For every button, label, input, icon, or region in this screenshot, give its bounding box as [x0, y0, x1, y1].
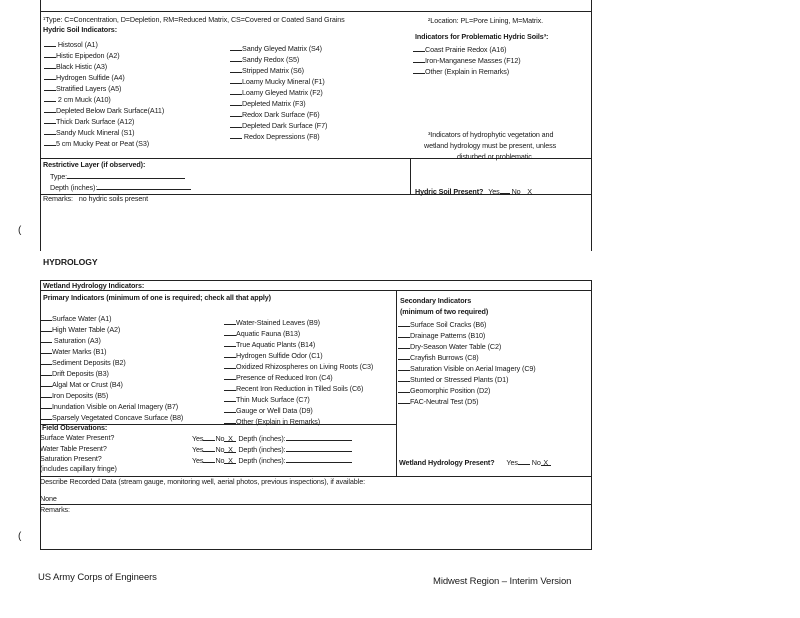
problematic-title: Indicators for Problematic Hydric Soils³:	[415, 32, 549, 41]
checkbox[interactable]	[398, 396, 410, 404]
soil-frame-right	[591, 0, 592, 251]
indicator-label: Sediment Deposits (B2)	[52, 358, 126, 367]
restrictive-type-row	[50, 171, 185, 181]
checkbox[interactable]	[40, 357, 52, 365]
indicator-label: Gauge or Well Data (D9)	[236, 406, 313, 415]
footnote-line3: disturbed or problematic.	[457, 152, 534, 161]
saturation-row	[192, 455, 352, 465]
indicator-label: Redox Depressions (F8)	[243, 132, 320, 141]
surface-water-yes[interactable]	[203, 433, 215, 441]
checkbox[interactable]	[40, 412, 52, 420]
checkbox[interactable]	[40, 335, 52, 343]
checkbox[interactable]	[413, 44, 425, 52]
depth-label: Depth (inches):	[50, 183, 98, 192]
checkbox[interactable]	[44, 61, 56, 69]
yes-label: Yes	[488, 187, 500, 196]
footnote-line2: wetland hydrology must be present, unless	[424, 141, 557, 150]
wetland-hydrology-row	[399, 457, 551, 467]
indicator-label: Sandy Redox (S5)	[242, 55, 300, 64]
no-label: No	[531, 458, 541, 467]
checkbox[interactable]	[230, 76, 242, 84]
indicator-label: Sandy Gleyed Matrix (S4)	[242, 44, 322, 53]
secondary-indicators-sub: (minimum of two required)	[400, 307, 489, 316]
indicator-label: Water-Stained Leaves (B9)	[236, 318, 320, 327]
checkbox[interactable]	[230, 120, 242, 128]
indicator-label: Stunted or Stressed Plants (D1)	[410, 375, 509, 384]
x-mark: X	[228, 434, 233, 443]
checkbox[interactable]	[224, 405, 236, 413]
hydro-rule-remarks	[40, 504, 591, 505]
indicator-label: Depleted Dark Surface (F7)	[242, 121, 328, 130]
indicator-label: Algal Mat or Crust (B4)	[52, 380, 123, 389]
checkbox[interactable]	[224, 416, 236, 424]
checkbox[interactable]	[224, 361, 236, 369]
indicator-label: Saturation (A3)	[53, 336, 101, 345]
hydro-rule-bottom	[40, 549, 591, 550]
indicator-label: Drift Deposits (B3)	[52, 369, 109, 378]
checkbox[interactable]	[230, 54, 242, 62]
restrictive-depth-row	[50, 182, 191, 192]
indicator-label: Surface Water (A1)	[52, 314, 112, 323]
x-mark: X	[228, 456, 233, 465]
indicator-label: FAC-Neutral Test (D5)	[410, 397, 479, 406]
checkbox[interactable]	[230, 109, 242, 117]
checkbox[interactable]	[224, 339, 236, 347]
indicator-label: Geomorphic Position (D2)	[410, 386, 491, 395]
hydric-yes-input[interactable]	[500, 186, 510, 194]
checkbox[interactable]	[230, 43, 242, 51]
indicator-label: Coast Prairie Redox (A16)	[425, 45, 507, 54]
indicator-label: 2 cm Muck (A10)	[57, 95, 111, 104]
restrictive-layer-label: Restrictive Layer (if observed):	[43, 160, 146, 169]
indicator-label: Stratified Layers (A5)	[56, 84, 122, 93]
checkbox[interactable]	[230, 131, 242, 139]
indicator-label: Loamy Mucky Mineral (F1)	[242, 77, 325, 86]
footer-version: Midwest Region – Interim Version	[433, 576, 572, 587]
footnote-line1: ³Indicators of hydrophytic vegetation and	[428, 130, 554, 139]
indicator-label: Presence of Reduced Iron (C4)	[236, 373, 333, 382]
indicator-label: Depleted Below Dark Surface(A11)	[56, 106, 165, 115]
checkbox[interactable]	[44, 138, 56, 146]
indicator-label: Histosol (A1)	[57, 40, 98, 49]
checkbox[interactable]	[40, 313, 52, 321]
yes-label: Yes	[192, 456, 204, 465]
water-table-yes[interactable]	[203, 444, 215, 452]
indicator-label: True Aquatic Plants (B14)	[236, 340, 316, 349]
depth-label: Depth (inches):	[238, 434, 286, 443]
checkbox[interactable]	[40, 324, 52, 332]
x-mark: X	[527, 187, 532, 196]
checkbox[interactable]	[44, 72, 56, 80]
restrictive-depth-input[interactable]	[97, 182, 191, 190]
soil-rule-top	[40, 11, 591, 12]
checkbox[interactable]	[40, 346, 52, 354]
hydro-divider-secondary	[396, 290, 397, 476]
soil-frame-left	[40, 0, 41, 251]
checkbox[interactable]	[230, 98, 242, 106]
soil-divider-present	[410, 158, 411, 194]
hydrology-title: HYDROLOGY	[43, 257, 98, 267]
surface-water-depth[interactable]	[286, 433, 352, 441]
checkbox[interactable]	[398, 363, 410, 371]
water-table-depth[interactable]	[286, 444, 352, 452]
checkbox[interactable]	[230, 65, 242, 73]
indicator-label: Inundation Visible on Aerial Imagery (B7)	[52, 402, 179, 411]
indicator-label: Redox Dark Surface (F6)	[242, 110, 320, 119]
indicator-label: Water Marks (B1)	[52, 347, 107, 356]
indicator-label: Aquatic Fauna (B13)	[236, 329, 301, 338]
wetland-hydrology-no[interactable]	[541, 458, 551, 466]
no-label: No	[215, 434, 225, 443]
no-label: No	[215, 456, 225, 465]
checkbox[interactable]	[44, 105, 56, 113]
checkbox[interactable]	[398, 385, 410, 393]
checkbox[interactable]	[44, 50, 56, 58]
checkbox[interactable]	[398, 319, 410, 327]
hydric-no-input[interactable]	[521, 187, 539, 195]
soil-remarks-row	[43, 194, 148, 203]
saturation-label: Saturation Present?	[40, 454, 102, 463]
checkbox[interactable]	[224, 394, 236, 402]
indicator-label: Thick Dark Surface (A12)	[56, 117, 135, 126]
indicator-label: 5 cm Mucky Peat or Peat (S3)	[56, 139, 150, 148]
indicator-label: Histic Epipedon (A2)	[56, 51, 120, 60]
wetland-indicators-title: Wetland Hydrology Indicators:	[43, 281, 145, 290]
wetland-hydrology-label: Wetland Hydrology Present?	[399, 458, 495, 467]
type-legend: ¹Type: C=Concentration, D=Depletion, RM=Reduced Matrix, CS=Covered or Coated Sand Grains	[43, 15, 345, 24]
indicator-label: Sparsely Vegetated Concave Surface (B8)	[52, 413, 184, 422]
type-label: Type:	[50, 172, 68, 181]
checkbox[interactable]	[44, 94, 56, 102]
no-label: No	[215, 445, 225, 454]
field-observations-title: Field Observations:	[42, 423, 108, 432]
checkbox[interactable]	[224, 350, 236, 358]
no-label: No	[511, 187, 521, 196]
capillary-note: (includes capillary fringe)	[40, 464, 117, 473]
indicator-label: Hydrogen Sulfide Odor (C1)	[236, 351, 323, 360]
checkbox[interactable]	[40, 368, 52, 376]
checkbox[interactable]	[413, 55, 425, 63]
margin-mark: (	[18, 225, 22, 236]
checkbox[interactable]	[44, 116, 56, 124]
yes-label: Yes	[506, 458, 518, 467]
indicator-label: Drainage Patterns (B10)	[410, 331, 486, 340]
x-mark: X	[228, 445, 233, 454]
margin-mark: (	[18, 531, 22, 542]
indicator-label: Hydrogen Sulfide (A4)	[56, 73, 125, 82]
indicator-label: Surface Soil Cracks (B6)	[410, 320, 487, 329]
checkbox[interactable]	[44, 39, 56, 47]
depth-label: Depth (inches):	[238, 445, 286, 454]
secondary-indicators-title: Secondary Indicators	[400, 296, 472, 305]
checkbox[interactable]	[44, 83, 56, 91]
location-legend: ²Location: PL=Pore Lining, M=Matrix.	[428, 16, 544, 25]
x-mark: X	[543, 458, 549, 467]
checkbox[interactable]	[398, 330, 410, 338]
checkbox[interactable]	[224, 383, 236, 391]
recorded-data-label: Describe Recorded Data (stream gauge, monitoring well, aerial photos, previous inspections), if available:	[40, 477, 365, 486]
indicator-label: Sandy Muck Mineral (S1)	[56, 128, 135, 137]
water-table-no[interactable]	[224, 445, 236, 453]
indicator-label: Depleted Matrix (F3)	[242, 99, 306, 108]
indicator-label: Black Histic (A3)	[56, 62, 108, 71]
indicator-label: High Water Table (A2)	[52, 325, 121, 334]
depth-label: Depth (inches):	[238, 456, 286, 465]
checkbox[interactable]	[40, 390, 52, 398]
checkbox[interactable]	[398, 341, 410, 349]
indicator-label: Oxidized Rhizospheres on Living Roots (C3)	[236, 362, 374, 371]
indicator-label: Thin Muck Surface (C7)	[236, 395, 310, 404]
saturation-depth[interactable]	[286, 455, 352, 463]
water-table-label: Water Table Present?	[40, 444, 107, 453]
indicator-label: Iron-Manganese Masses (F12)	[425, 56, 521, 65]
water-table-row	[192, 444, 352, 454]
soil-remarks-value[interactable]: no hydric soils present	[78, 194, 149, 203]
checkbox[interactable]	[224, 372, 236, 380]
surface-water-no[interactable]	[224, 434, 236, 442]
checkbox[interactable]	[413, 66, 425, 74]
surface-water-row	[192, 433, 352, 443]
indicator-label: Other (Explain in Remarks)	[236, 417, 321, 426]
hydric-indicators-title: Hydric Soil Indicators:	[43, 25, 117, 34]
hydro-rule-indicators	[40, 290, 591, 291]
checkbox[interactable]	[44, 127, 56, 135]
restrictive-type-input[interactable]	[67, 171, 185, 179]
indicator-label: Stripped Matrix (S6)	[242, 66, 304, 75]
indicator-label: Other (Explain in Remarks)	[425, 67, 510, 76]
hydric-soil-present-row	[415, 186, 539, 196]
yes-label: Yes	[192, 434, 204, 443]
checkbox[interactable]	[398, 374, 410, 382]
recorded-data-value[interactable]: None	[40, 494, 57, 503]
indicator-label: Loamy Gleyed Matrix (F2)	[242, 88, 323, 97]
saturation-no[interactable]	[224, 456, 236, 464]
remarks-label: Remarks:	[43, 194, 73, 203]
saturation-yes[interactable]	[203, 455, 215, 463]
checkbox[interactable]	[224, 317, 236, 325]
indicator-label: Saturation Visible on Aerial Imagery (C9)	[410, 364, 536, 373]
indicator-label: Iron Deposits (B5)	[52, 391, 109, 400]
footer-agency: US Army Corps of Engineers	[38, 572, 157, 583]
checkbox[interactable]	[230, 87, 242, 95]
surface-water-label: Surface Water Present?	[40, 433, 115, 442]
checkbox[interactable]	[40, 401, 52, 409]
checkbox[interactable]	[40, 379, 52, 387]
checkbox[interactable]	[224, 328, 236, 336]
checkbox[interactable]	[398, 352, 410, 360]
indicator-label: Recent Iron Reduction in Tilled Soils (C6)	[236, 384, 364, 393]
yes-label: Yes	[192, 445, 204, 454]
wetland-hydrology-yes[interactable]	[518, 457, 530, 465]
indicator-label: Crayfish Burrows (C8)	[410, 353, 479, 362]
hydro-frame-right	[591, 280, 592, 550]
hydro-remarks-label: Remarks:	[40, 505, 70, 514]
hydric-soil-present-label: Hydric Soil Present?	[415, 187, 484, 196]
indicator-label: Dry-Season Water Table (C2)	[410, 342, 502, 351]
primary-indicators-title: Primary Indicators (minimum of one is required; check all that apply)	[43, 293, 271, 302]
